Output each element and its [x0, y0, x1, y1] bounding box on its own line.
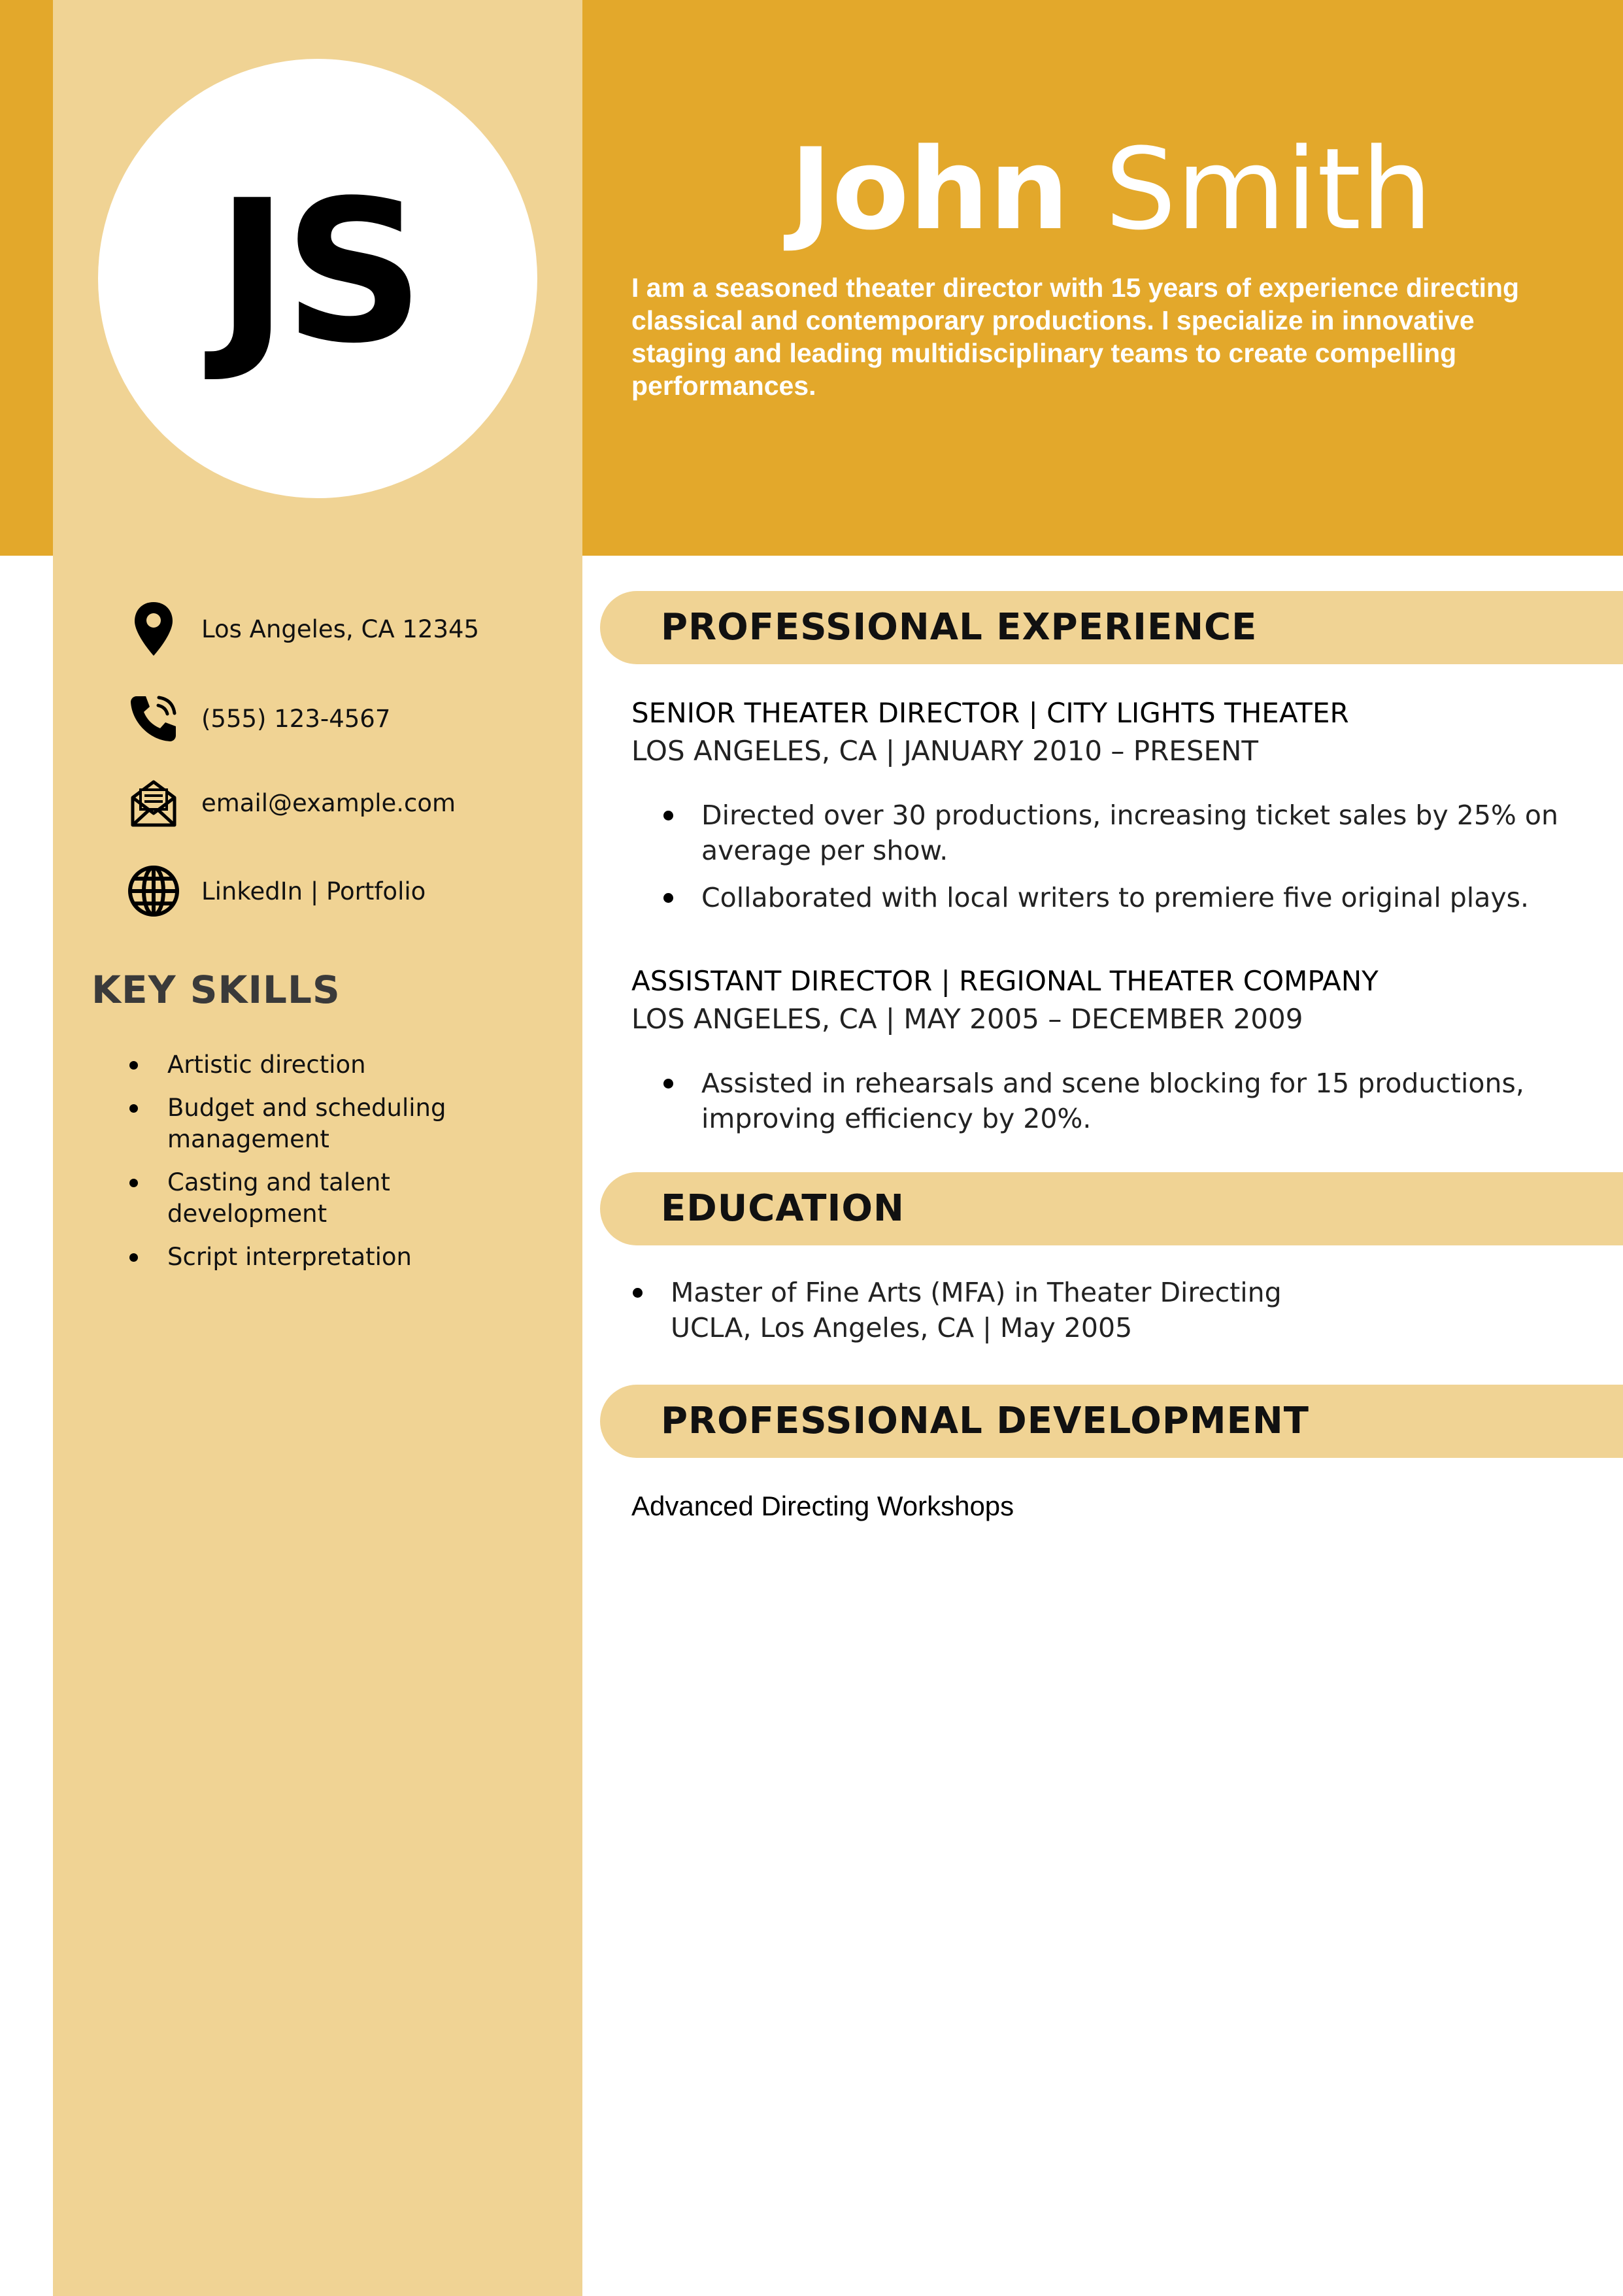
development-item: Advanced Directing Workshops	[631, 1491, 1014, 1521]
key-skills-list	[124, 1049, 556, 1285]
envelope-icon	[124, 773, 183, 832]
education-degree: Master of Fine Arts (MFA) in Theater Directing	[671, 1277, 1282, 1308]
development-heading: PROFESSIONAL DEVELOPMENT	[661, 1400, 1309, 1442]
job-bullets	[701, 1066, 1616, 1148]
job-bullet: Assisted in rehearsals and scene blocking for 15 productions, improving efficiency by 20%.	[701, 1066, 1616, 1136]
job-bullet: Directed over 30 productions, increasing ticket sales by 25% on average per show.	[701, 798, 1616, 868]
contact-location-text: Los Angeles, CA 12345	[201, 615, 480, 643]
job-bullets	[701, 798, 1616, 927]
key-skills-heading: KEY SKILLS	[92, 968, 341, 1012]
phone-icon	[124, 689, 183, 748]
contact-phone-text: (555) 123-4567	[201, 704, 391, 733]
experience-heading: PROFESSIONAL EXPERIENCE	[661, 606, 1258, 649]
monogram-initials: JS	[216, 158, 420, 386]
profile-summary: I am a seasoned theater director with 15 years of experience directing classical and contemporary productions. I specialize in innovative staging and leading multidisciplinary teams to create compelling performances.	[631, 273, 1520, 401]
location-pin-icon	[124, 599, 183, 658]
job-meta: LOS ANGELES, CA | MAY 2005 – DECEMBER 2009	[631, 1003, 1303, 1035]
skill-item: Casting and talent development	[124, 1167, 556, 1230]
candidate-name	[654, 124, 1569, 255]
skill-item: Budget and scheduling management	[124, 1092, 556, 1155]
education-item	[671, 1275, 1586, 1345]
education-section-bar	[600, 1172, 1623, 1245]
education-heading: EDUCATION	[661, 1187, 905, 1230]
skill-item: Script interpretation	[124, 1241, 556, 1273]
contact-location	[124, 599, 479, 658]
job-title: SENIOR THEATER DIRECTOR | CITY LIGHTS THEATER	[631, 697, 1349, 729]
contact-email-text: email@example.com	[201, 788, 456, 817]
job-title: ASSISTANT DIRECTOR | REGIONAL THEATER COMPANY	[631, 965, 1379, 997]
skill-item: Artistic direction	[124, 1049, 556, 1081]
experience-section-bar	[600, 591, 1623, 664]
contact-links-text: LinkedIn | Portfolio	[201, 877, 426, 905]
education-school: UCLA, Los Angeles, CA | May 2005	[671, 1312, 1133, 1343]
contact-phone	[124, 689, 390, 748]
contact-email	[124, 773, 456, 832]
first-name: John	[790, 124, 1069, 255]
job-bullet: Collaborated with local writers to premiere five original plays.	[701, 880, 1616, 915]
contact-links	[124, 862, 426, 920]
development-section-bar	[600, 1385, 1623, 1458]
monogram-circle	[98, 59, 537, 498]
job-meta: LOS ANGELES, CA | JANUARY 2010 – PRESENT	[631, 735, 1259, 767]
last-name: Smith	[1105, 124, 1433, 255]
education-list	[671, 1275, 1586, 1357]
globe-icon	[124, 862, 183, 920]
